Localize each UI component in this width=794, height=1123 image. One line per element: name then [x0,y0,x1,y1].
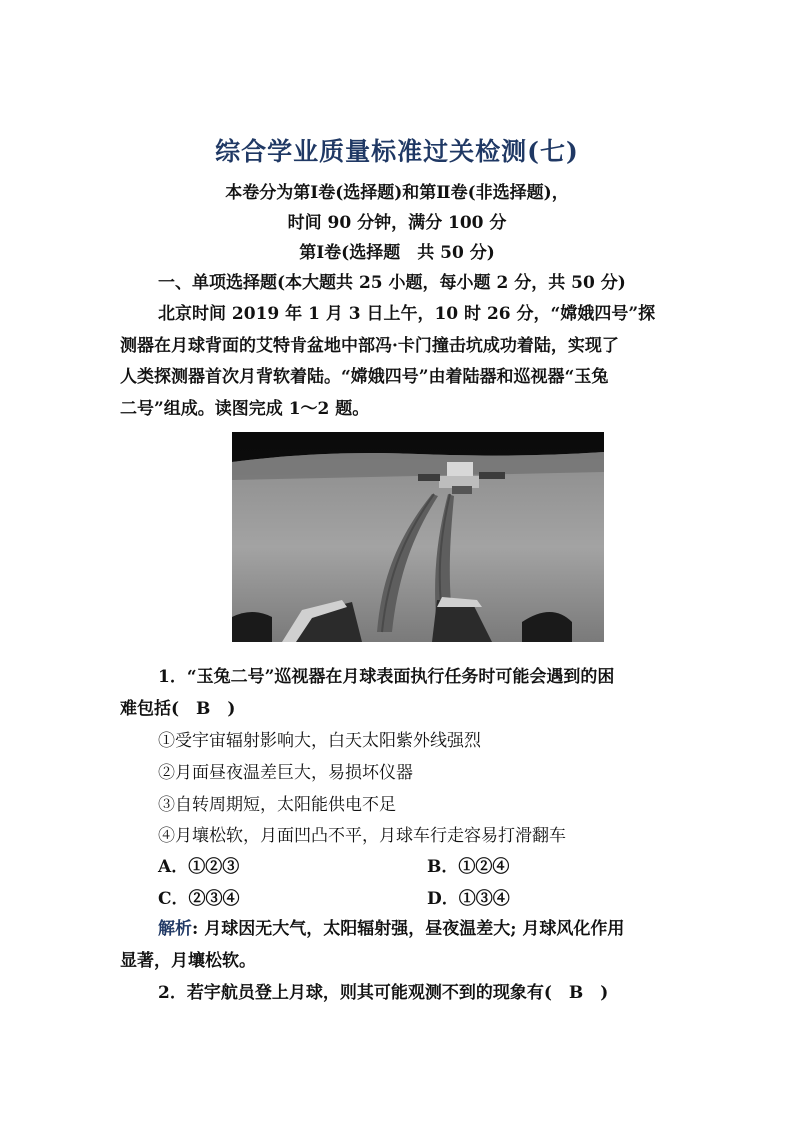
lunar-rover-photo [232,432,604,642]
analysis-label: 解析 [158,919,192,939]
intro-line-4: 二号”组成。读图完成 1～2 题。 [120,399,370,419]
q1-statement-1: ①受宇宙辐射影响大，白天太阳紫外线强烈 [158,731,481,751]
q2-answer: B [568,983,584,1003]
q2-stem-suffix: ) [583,983,609,1003]
q1-stem-line-2 [120,694,680,719]
exam-time-score: 时间 90 分钟，满分 100 分 [287,213,507,233]
q1-option-c: C．②③④ [158,889,240,909]
part-one-heading: 第Ⅰ卷(选择题 共 50 分) [299,243,495,263]
intro-line-2: 测器在月球背面的艾特肯盆地中部冯·卡门撞击坑成功着陆，实现了 [120,336,619,356]
exam-structure-note: 本卷分为第Ⅰ卷(选择题)和第Ⅱ卷(非选择题)， [225,183,569,203]
q1-statement-4: ④月壤松软，月面凹凸不平，月球车行走容易打滑翻车 [158,826,566,846]
q1-option-a: A．①②③ [158,857,240,877]
q1-answer: B [196,699,211,719]
q1-analysis-line-2: 显著，月壤松软。 [120,951,256,971]
q1-option-d: D．①③④ [427,889,510,909]
q2-stem [158,978,718,1003]
analysis-text-1: : 月球因无大气，太阳辐射强，昼夜温差大; 月球风化作用 [192,919,625,939]
q1-stem-line-1: 1．“玉兔二号”巡视器在月球表面执行任务时可能会遇到的困 [158,667,615,687]
q1-stem-prefix: 难包括( [120,699,197,719]
q1-analysis [158,914,718,939]
section-heading: 一、单项选择题(本大题共 25 小题，每小题 2 分，共 50 分) [158,273,626,293]
q2-stem-prefix: 2．若宇航员登上月球，则其可能观测不到的现象有( [158,983,569,1003]
page-title: 综合学业质量标准过关检测(七) [215,137,579,166]
intro-line-3: 人类探测器首次月背软着陆。“嫦娥四号”由着陆器和巡视器“玉兔 [120,367,609,387]
q1-statement-2: ②月面昼夜温差巨大，易损坏仪器 [158,763,413,783]
q1-option-b: B．①②④ [427,857,510,877]
q1-stem-suffix: ) [210,699,236,719]
intro-line-1: 北京时间 2019 年 1 月 3 日上午，10 时 26 分，“嫦娥四号”探 [158,304,656,324]
q1-statement-3: ③自转周期短，太阳能供电不足 [158,795,396,815]
